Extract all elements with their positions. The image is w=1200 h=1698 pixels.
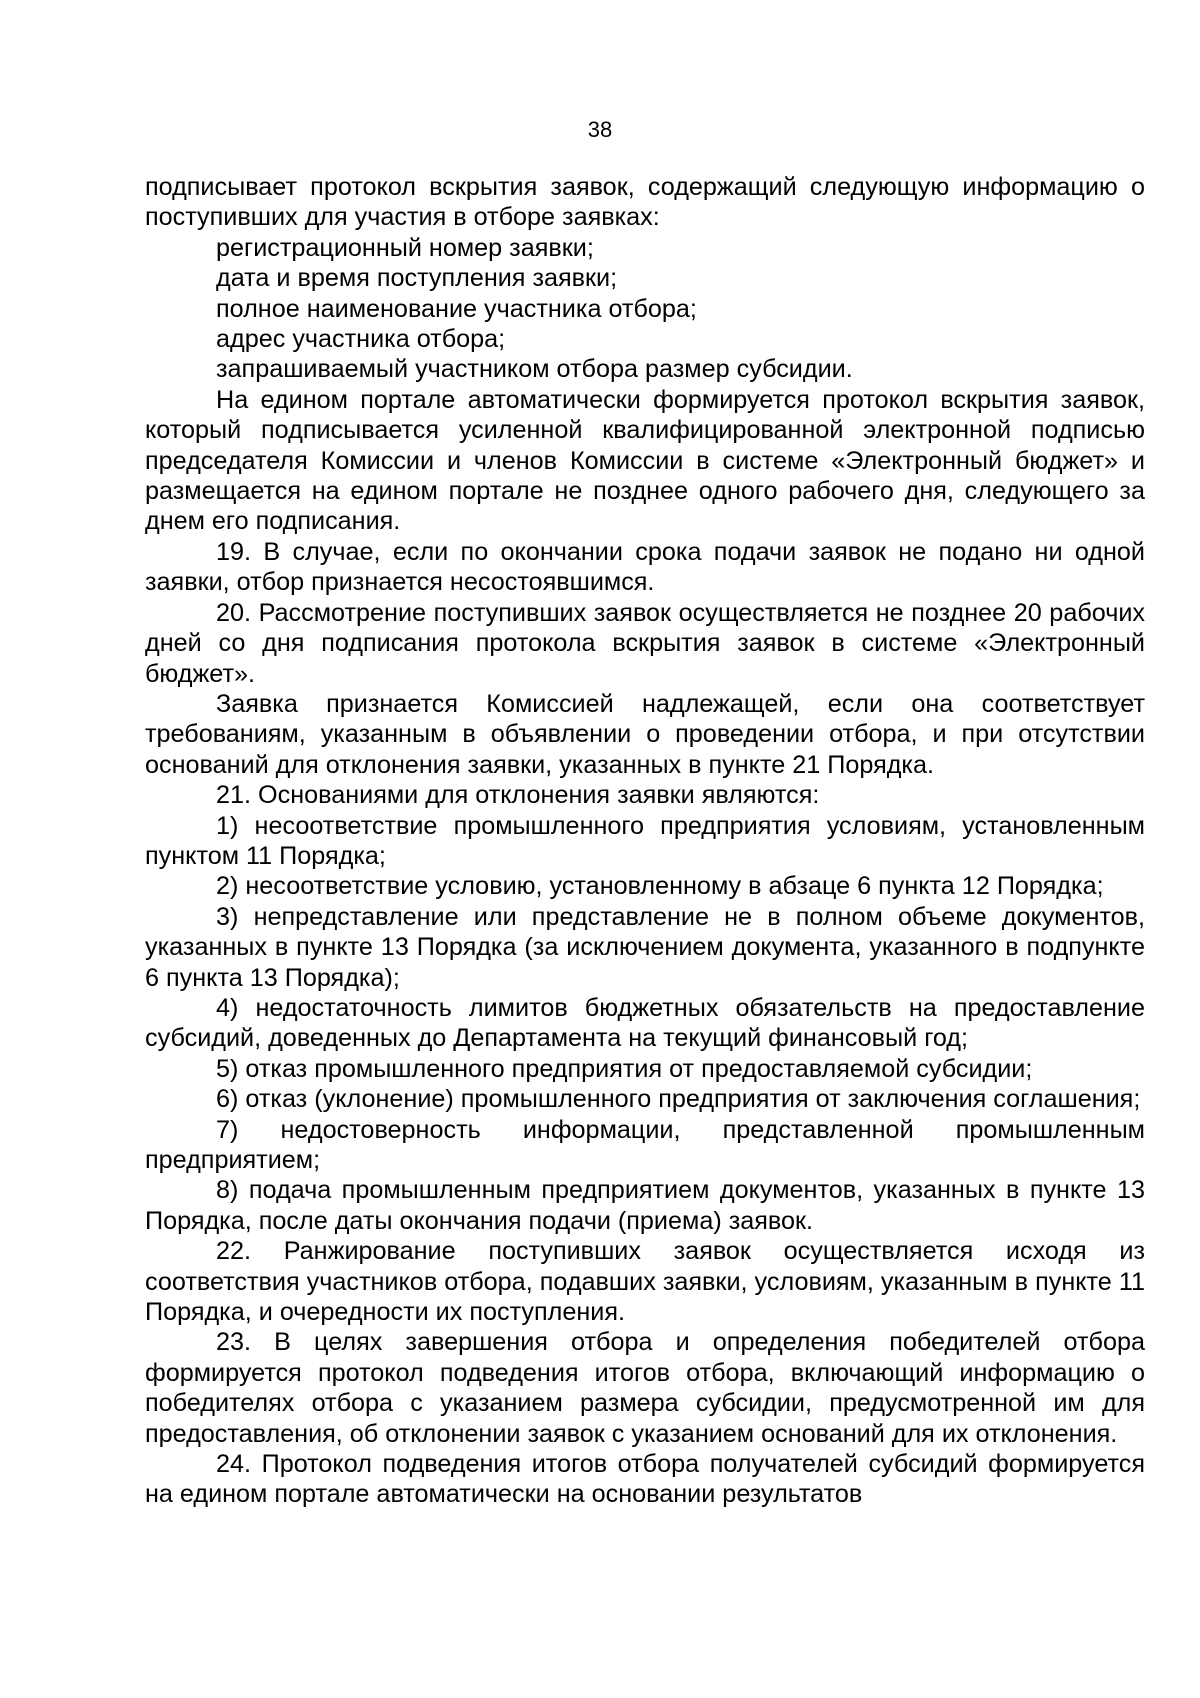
paragraph-ground-5: 5) отказ промышленного предприятия от предоставляемой субсидии; [216, 1054, 1033, 1083]
list-item-registration-number: регистрационный номер заявки; [216, 233, 594, 262]
list-item-subsidy-amount: запрашиваемый участником отбора размер субсидии. [216, 355, 853, 384]
list-item-date-time: дата и время поступления заявки; [216, 264, 618, 293]
paragraph-ground-1: 1) несоответствие промышленного предприятия условиям, установленным пунктом 11 Порядка; [145, 811, 1145, 870]
paragraph-ground-2: 2) несоответствие условию, установленному в абзаце 6 пункта 12 Порядка; [216, 872, 1104, 901]
paragraph-ground-6: 6) отказ (уклонение) промышленного предприятия от заключения соглашения; [216, 1085, 1141, 1114]
paragraph-clause-23: 23. В целях завершения отбора и определения победителей отбора формируется протокол подведения итогов отбора, включающий информацию о победителях отбора с указанием размера субсидии, предусмотренной им для предоставления, об отклонении заявок с указанием оснований для их отклонения. [145, 1328, 1145, 1448]
paragraph-application-proper: Заявка признается Комиссией надлежащей, если она соответствует требованиям, указанным в объявлении о проведении отбора, и при отсутствии оснований для отклонения заявки, указанных в пункте 21 Порядка. [145, 689, 1145, 779]
paragraph-clause-24: 24. Протокол подведения итогов отбора получателей субсидий формируется на едином портале автоматически на основании результатов [145, 1450, 1145, 1509]
paragraph-continuation: подписывает протокол вскрытия заявок, содержащий следующую информацию о поступивших для участия в отборе заявках: [145, 173, 1145, 232]
paragraph-ground-3: 3) непредставление или представление не в полном объеме документов, указанных в пункте 13 Порядка (за исключением документа, указанного в подпункте 6 пункта 13 Порядка); [145, 902, 1145, 992]
paragraph-protocol-portal: На едином портале автоматически формируется протокол вскрытия заявок, который подписывается усиленной квалифицированной электронной подписью председателя Комиссии и членов Комиссии в системе «Электронный бюджет» и размещается на едином портале не позднее одного рабочего дня, следующего за днем его подписания. [145, 385, 1145, 536]
paragraph-clause-20: 20. Рассмотрение поступивших заявок осуществляется не позднее 20 рабочих дней со дня подписания протокола вскрытия заявок в системе «Электронный бюджет». [145, 598, 1145, 688]
paragraph-ground-4: 4) недостаточность лимитов бюджетных обязательств на предоставление субсидий, доведенных до Департамента на текущий финансовый год; [145, 993, 1145, 1053]
paragraph-clause-19: 19. В случае, если по окончании срока подачи заявок не подано ни одной заявки, отбор признается несостоявшимся. [145, 537, 1145, 597]
document-body [145, 172, 1145, 1510]
list-item-address: адрес участника отбора; [216, 325, 506, 354]
paragraph-clause-21: 21. Основаниями для отклонения заявки являются: [216, 781, 820, 810]
paragraph-ground-8: 8) подача промышленным предприятием документов, указанных в пункте 13 Порядка, после даты окончания подачи (приема) заявок. [145, 1176, 1145, 1235]
paragraph-ground-7: 7) недостоверность информации, представленной промышленным предприятием; [145, 1115, 1145, 1174]
list-item-full-name: полное наименование участника отбора; [216, 294, 697, 323]
paragraph-clause-22: 22. Ранжирование поступивших заявок осуществляется исходя из соответствия участников отбора, подавших заявки, условиям, указанным в пункте 11 Порядка, и очередности их поступления. [145, 1237, 1145, 1327]
page-number: 38 [587, 117, 613, 142]
